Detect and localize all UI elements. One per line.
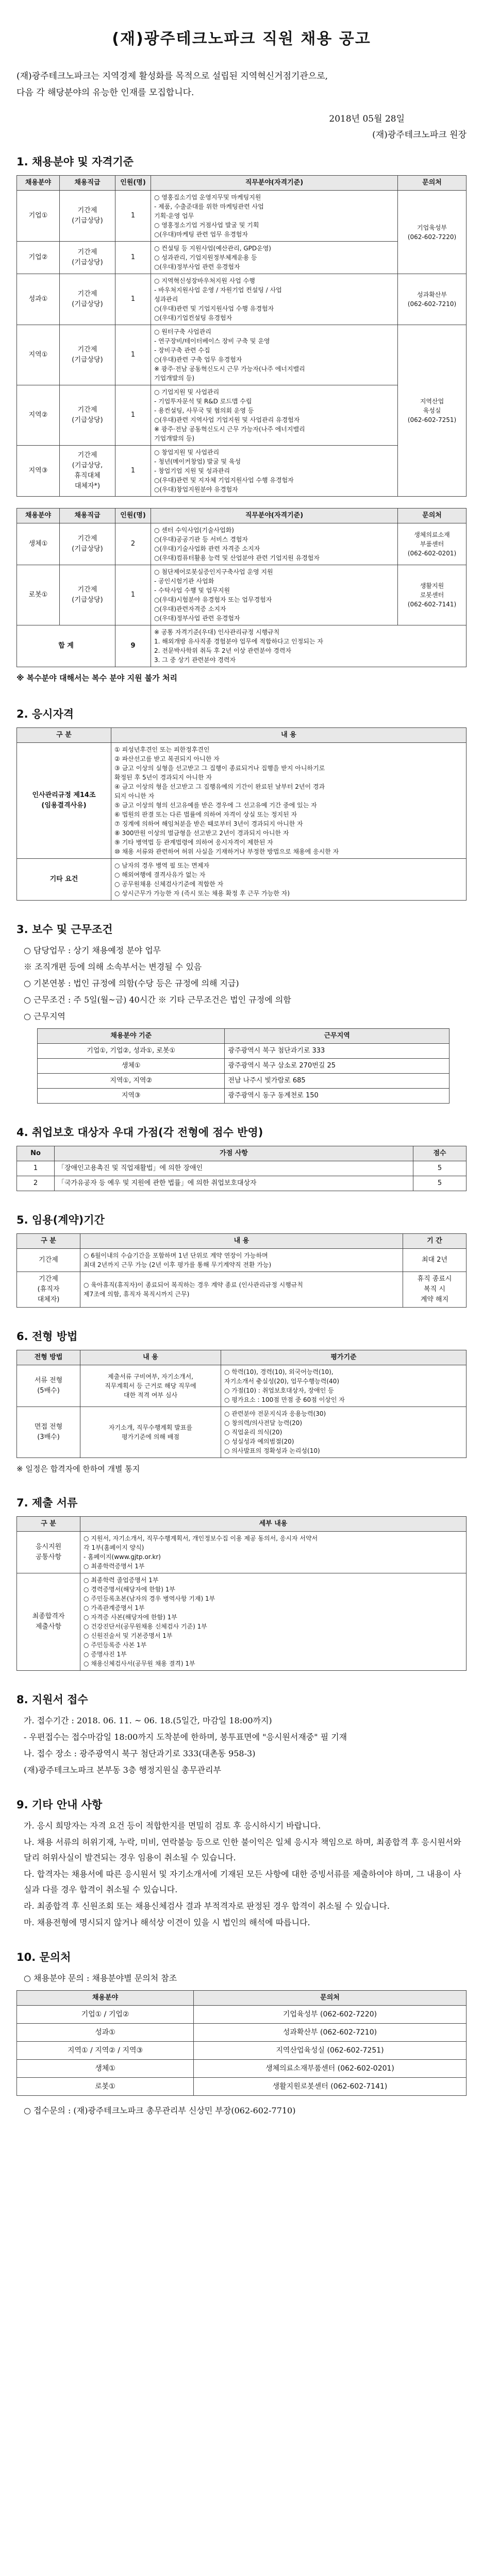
documents-kind: 응시지원 공통사항 bbox=[17, 1532, 80, 1573]
intro-line: 다음 각 해당분야의 유능한 인재를 모집합니다. bbox=[16, 88, 194, 98]
count-cell: 1 bbox=[115, 191, 151, 242]
document-item: ○ 최종학력 졸업증명서 1부 bbox=[84, 1577, 159, 1584]
document-item: ○ 채용신체검사서(공무원 채용 결격) 1부 bbox=[84, 1660, 195, 1667]
documents-items bbox=[80, 1532, 467, 1573]
col-kind: 구 분 bbox=[17, 1517, 80, 1532]
document-item: ○ 신원진술서 및 기본증명서 1부 bbox=[84, 1632, 173, 1639]
grade-cell: 기간제 (기급상당) bbox=[60, 385, 115, 446]
duty-line: - 바우처지원사업 운영 / 자원기업 컨설팅 / 사업 bbox=[154, 286, 282, 294]
duty-line: ○(우대)정부사업 관련 유경험자 bbox=[154, 615, 240, 622]
recruit-table-2-body bbox=[17, 523, 467, 625]
duty-line: ○ 컨설팅 등 지원사업(예산관리, GPD운영) bbox=[154, 245, 271, 252]
workplace-row bbox=[38, 1044, 449, 1059]
eligibility-label: 기타 요건 bbox=[17, 859, 111, 901]
eligibility-table bbox=[16, 727, 467, 901]
bonus-item: 「장애인고용촉진 및 직업재활법」에 의한 장애인 bbox=[55, 1161, 413, 1176]
term-length: 휴직 종료시 복직 시 계약 해지 bbox=[403, 1272, 467, 1308]
bonus-score: 5 bbox=[413, 1161, 467, 1176]
document-item: ○ 경력증명서(해당자에 한함) 1부 bbox=[84, 1586, 176, 1593]
recruit-row bbox=[17, 523, 467, 565]
eligibility-row bbox=[17, 859, 467, 901]
contact-row bbox=[17, 2060, 467, 2078]
document-item: ○ 가족관계증명서 1부 bbox=[84, 1604, 145, 1612]
bonus-body bbox=[17, 1161, 467, 1191]
table-header-row bbox=[17, 176, 467, 191]
eligibility-row bbox=[17, 743, 467, 859]
announcement-date bbox=[16, 111, 467, 124]
col-duties: 직무분야(자격기준) bbox=[151, 509, 398, 523]
duties-cell bbox=[151, 274, 398, 325]
schedule-note: ※ 일정은 합격자에 한하여 개별 통지 bbox=[16, 1464, 140, 1473]
grade-cell: 기간제 (기급상당) bbox=[60, 242, 115, 274]
receipt-line: (재)광주테크노파크 본부동 3층 행정지원실 총무관리부 bbox=[24, 1765, 222, 1775]
contact-lead: ○ 채용분야 문의 : 채용분야별 문의처 참조 bbox=[24, 1973, 177, 1983]
field-cell: 지역③ bbox=[17, 446, 60, 497]
duty-line: ○(우대)공공기관 등 서비스 경험자 bbox=[154, 536, 248, 543]
term-kind: 기간제 (휴직자 대체자) bbox=[17, 1272, 80, 1308]
duty-line: ※ 광주·전남 공동혁신도시 근무 가능자(나주 에너지밸리 bbox=[154, 365, 305, 372]
contact-row bbox=[17, 2042, 467, 2060]
bonus-row bbox=[17, 1161, 467, 1176]
grade-cell: 기간제 (기급상당) bbox=[60, 565, 115, 625]
col-score: 점수 bbox=[413, 1146, 467, 1161]
duties-cell bbox=[151, 242, 398, 274]
contact-row bbox=[17, 2024, 467, 2042]
screening-criteria bbox=[221, 1365, 467, 1407]
duty-line: ○(우대)관련 및 기업지원사업 수행 유경험자 bbox=[154, 305, 274, 312]
duty-line: 기획·운영 업무 bbox=[154, 212, 194, 219]
document-item: ○ 최종학력증명서 1부 bbox=[84, 1563, 145, 1570]
total-note-line: 1. 해외개방 유사직종 경험분야 업무에 적합하다고 인정되는 자 bbox=[154, 638, 323, 645]
duty-line: - 공인시험기관 사업화 bbox=[154, 578, 214, 585]
duties-cell bbox=[151, 325, 398, 385]
documents-row bbox=[17, 1573, 467, 1671]
eligibility-content bbox=[111, 859, 467, 901]
eligibility-item: ④ 금고 이상의 형을 선고받고 그 집행유예의 기간이 완료된 날부터 2년이 경과 bbox=[114, 783, 325, 790]
contact-info: 생활지원로봇센터 (062-602-7141) bbox=[194, 2078, 467, 2096]
duty-line: ○ 성과관리, 기업지원정부체계운용 등 bbox=[154, 254, 257, 261]
workplace-row bbox=[38, 1059, 449, 1074]
duty-line: ○(우대)관련 지역사업 기업지원 및 사업관리 유경험자 bbox=[154, 416, 300, 423]
eligibility-item: ① 피성년후견인 또는 피한정후견인 bbox=[114, 746, 210, 753]
duty-line: ○ 센터 수익사업(기술사업화) bbox=[154, 527, 234, 534]
term-desc-line: 최대 2년까지 근무 가능 (2년 이후 평가를 통해 무기계약직 전환 가능) bbox=[84, 1261, 272, 1268]
duty-line: - 수탁사업 수행 및 업무지원 bbox=[154, 587, 230, 594]
duty-line: - 장비구축 관련 수집 bbox=[154, 347, 210, 354]
condition-line: ※ 조직개편 등에 의해 소속부서는 변경될 수 있음 bbox=[24, 962, 202, 972]
duty-line: ○ 영홍집소기업 운영지무및 마케팅지원 bbox=[154, 194, 261, 201]
documents-items bbox=[80, 1573, 467, 1671]
count-cell: 1 bbox=[115, 242, 151, 274]
col-content: 내 용 bbox=[80, 1234, 403, 1249]
condition-line: ○ 담당업무 : 상기 채용예정 분야 업무 bbox=[24, 945, 161, 955]
issuer: (재)광주테크노파크 원장 bbox=[372, 130, 467, 140]
duties-cell bbox=[151, 523, 398, 565]
term-desc-line: ○ 6월이내의 수습기간을 포함하며 1년 단위로 계약 연장이 가능하며 bbox=[84, 1252, 268, 1259]
document-item: ○ 증명사진 1부 bbox=[84, 1651, 127, 1658]
document-title: (재)광주테크노파크 직원 채용 공고 bbox=[112, 30, 371, 48]
total-count: 9 bbox=[115, 625, 151, 667]
field-cell: 지역① bbox=[17, 325, 60, 385]
document-item: ○ 주민등록초본(남자의 경우 병역사항 기재) 1부 bbox=[84, 1595, 215, 1602]
col-item: 가점 사항 bbox=[55, 1146, 413, 1161]
col-kind: 구 분 bbox=[17, 1234, 80, 1249]
recruit-row bbox=[17, 191, 467, 242]
section-9-title: 9. 기타 안내 사항 bbox=[16, 1799, 103, 1811]
duty-line: ※ 광주·전남 공동혁신도시 근무 가능자(나주 에너지밸리 bbox=[154, 426, 305, 433]
document-item: - 홈페이지(www.gjtp.or.kr) bbox=[84, 1553, 161, 1561]
condition-line: ○ 근무조건 : 주 5일(월~금) 40시간 ※ 기타 근무조건은 법인 규정에 의함 bbox=[24, 995, 291, 1005]
eligibility-content bbox=[111, 743, 467, 859]
bonus-score: 5 bbox=[413, 1176, 467, 1191]
duty-line: ○(우대)관련 및 지자체 기업지원사업 수행 유경험자 bbox=[154, 477, 294, 484]
criteria-line: ○ 성실성과 예의범절(20) bbox=[224, 1438, 294, 1445]
pay-conditions bbox=[16, 943, 467, 1024]
bonus-no: 1 bbox=[17, 1161, 55, 1176]
condition-line: ○ 기본연봉 : 법인 규정에 의함(수당 등은 규정에 의해 지급) bbox=[24, 978, 239, 988]
contact-info: 기업육성부 (062-602-7220) bbox=[194, 2006, 467, 2024]
duplicate-apply-note: ※ 복수분야 대해서는 복수 분야 지원 불가 처리 bbox=[16, 673, 177, 683]
contact-body bbox=[17, 2006, 467, 2096]
duty-line: ○(우대)시험분야 유경험자 또는 업무경험자 bbox=[154, 596, 272, 603]
recruit-row bbox=[17, 565, 467, 625]
term-desc bbox=[80, 1249, 403, 1272]
criteria-line: ○ 가점(10) : 취업보호대상자, 장애인 등 bbox=[224, 1387, 334, 1394]
term-desc bbox=[80, 1272, 403, 1308]
duty-line: 기업개발의 등) bbox=[154, 375, 195, 382]
receipt-line: - 우편접수는 접수마감일 18:00까지 도착분에 한하며, 봉투표면에 "응시원서재중" 필 기재 bbox=[24, 1732, 347, 1742]
total-note-line: 2. 전문박사학위 취득 후 2년 이상 관련분야 경력자 bbox=[154, 647, 292, 654]
documents-body bbox=[17, 1532, 467, 1671]
document-item: ○ 건강진단서(공무원채용 신체검사 기준) 1부 bbox=[84, 1623, 207, 1630]
screening-desc: 자기소개, 직무수행계획 발표를 평가기준에 의해 배점 bbox=[80, 1407, 221, 1458]
receipt-line: 가. 접수기간 : 2018. 06. 11. ~ 06. 18.(5일간, 마감일 18:00까지) bbox=[24, 1716, 272, 1725]
criteria-line: ○ 관련분야 전문지식과 응용능력(30) bbox=[224, 1410, 326, 1417]
screening-desc: 제출서류 구비여부, 자기소개서, 직무계획서 등 근거로 해당 직무에 대한 적격 여부 심사 bbox=[80, 1365, 221, 1407]
notice-line: 다. 합격자는 채용서에 따른 응시원서 및 자기소개서에 기재된 모든 사항에 대한 증빙서류를 제출하여야 하며, 그 내용이 사실과 다를 경우 합격이 취소될 수 있습니다. bbox=[24, 1869, 461, 1894]
notice-line: 가. 응시 희망자는 자격 요건 등이 적합한지를 면밀히 검토 후 응시하시기 바랍니다. bbox=[24, 1821, 321, 1831]
col-count: 인원(명) bbox=[115, 509, 151, 523]
workplace-place: 광주광역시 북구 삼소로 270번길 25 bbox=[225, 1059, 449, 1074]
recruit-table-2 bbox=[16, 508, 467, 667]
screening-row bbox=[17, 1365, 467, 1407]
count-cell: 1 bbox=[115, 565, 151, 625]
workplace-field: 생체① bbox=[38, 1059, 225, 1074]
bonus-item: 「국가유공자 등 예우 및 지원에 관한 법률」에 의한 취업보호대상자 bbox=[55, 1176, 413, 1191]
eligibility-item: ③ 금고 이상의 실형을 선고받고 그 집행이 종료되거나 집행을 받지 아니하기로 bbox=[114, 765, 325, 772]
table-header-row bbox=[17, 1350, 467, 1365]
count-cell: 2 bbox=[115, 523, 151, 565]
contact-cell: 생활지원 로봇센터 (062-602-7141) bbox=[398, 565, 467, 625]
screening-criteria bbox=[221, 1407, 467, 1458]
workplace-place: 광주광역시 동구 동계천로 150 bbox=[225, 1089, 449, 1104]
duty-line: ○ 첨단제어로봇실증인지구축사업 운영 지원 bbox=[154, 568, 273, 575]
col-grade: 채용직급 bbox=[60, 509, 115, 523]
section-3-title: 3. 보수 및 근무조건 bbox=[16, 923, 113, 936]
term-kind: 기간제 bbox=[17, 1249, 80, 1272]
grade-cell: 기간제 (기급상당) bbox=[60, 523, 115, 565]
date-year: 2018년 bbox=[329, 114, 360, 124]
document-item: ○ 주민등록증 사본 1부 bbox=[84, 1641, 147, 1649]
duty-line: ○(우대)마케팅 관련 업무 유경험자 bbox=[154, 231, 248, 238]
screening-method: 서류 전형 (5배수) bbox=[17, 1365, 80, 1407]
other-notices bbox=[16, 1818, 467, 1930]
count-cell: 1 bbox=[115, 446, 151, 497]
intro-line: (재)광주테크노파크는 지역경제 활성화를 목적으로 설립된 지역혁신거점기관으로, bbox=[16, 71, 328, 81]
term-row bbox=[17, 1249, 467, 1272]
field-cell: 기업① bbox=[17, 191, 60, 242]
duties-cell bbox=[151, 446, 398, 497]
criteria-line: ○ 학력(10), 경력(10), 외국어능력(10), bbox=[224, 1368, 334, 1376]
bonus-no: 2 bbox=[17, 1176, 55, 1191]
col-field: 채용분야 bbox=[17, 509, 60, 523]
col-content: 세부 내용 bbox=[80, 1517, 467, 1532]
col-content: 내 용 bbox=[80, 1350, 221, 1365]
eligibility-item: ⑧ 300만원 이상의 벌금형을 선고받고 2년이 경과되지 아니한 자 bbox=[114, 829, 289, 837]
duty-line: ○ 원터구축 사업관리 bbox=[154, 328, 211, 335]
col-place: 근무지역 bbox=[225, 1029, 449, 1044]
term-length: 최대 2년 bbox=[403, 1249, 467, 1272]
field-cell: 생체① bbox=[17, 523, 60, 565]
col-method: 전형 방법 bbox=[17, 1350, 80, 1365]
duty-line: ○ 지역혁신성장바우처지원 사업 수행 bbox=[154, 277, 255, 284]
screening-table bbox=[16, 1350, 467, 1458]
section-6-title: 6. 전형 방법 bbox=[16, 1330, 78, 1343]
contact-cell: 지역산업 육성실 (062-602-7251) bbox=[398, 325, 467, 497]
total-note-line: ※ 공통 자격기준(우대) 인사관리규정 시행규칙 bbox=[154, 629, 280, 636]
criteria-line: ○ 창의력/의사전달 능력(20) bbox=[224, 1419, 303, 1427]
contact-row bbox=[17, 2006, 467, 2024]
col-kind: 구 분 bbox=[17, 728, 111, 743]
documents-kind: 최종합격자 제출사항 bbox=[17, 1573, 80, 1671]
total-note-line: 3. 그 중 상기 관련분야 경력자 bbox=[154, 656, 236, 664]
table-header-row bbox=[17, 728, 467, 743]
contact-info: 지역산업육성실 (062-602-7251) bbox=[194, 2042, 467, 2060]
documents-table bbox=[16, 1516, 467, 1671]
eligibility-item: ○ 해외여행에 결격사유가 없는 자 bbox=[114, 871, 206, 878]
eligibility-item: 확정된 후 5년이 경과되지 아니한 자 bbox=[114, 774, 212, 781]
duties-cell bbox=[151, 565, 398, 625]
notice-line: 라. 최종합격 후 신원조회 또는 채용신체검사 결과 부적격자로 판정된 경우 합격이 취소될 수 있습니다. bbox=[24, 1901, 390, 1911]
section-8-title: 8. 지원서 접수 bbox=[16, 1693, 88, 1706]
section-1-title: 1. 채용분야 및 자격기준 bbox=[16, 156, 134, 168]
term-desc-line: 제7조에 의함, 휴직자 복직시까지 근무) bbox=[84, 1291, 190, 1298]
contact-cell: 기업육성부 (062-602-7220) bbox=[398, 191, 467, 274]
criteria-line: ○ 평가요소 : 100점 만점 중 60점 이상인 자 bbox=[224, 1396, 345, 1403]
workplace-place: 전남 나주시 빛가람로 685 bbox=[225, 1074, 449, 1089]
recruit-row bbox=[17, 325, 467, 385]
eligibility-item: ⑦ 징계에 의하여 해임처분을 받은 때로부터 3년이 경과되지 아니한 자 bbox=[114, 820, 303, 827]
grade-cell: 기간제 (기급상당) bbox=[60, 274, 115, 325]
duty-line: - 제품, 수출준대를 위한 마케팅관련 사업 bbox=[154, 203, 264, 210]
screening-row bbox=[17, 1407, 467, 1458]
duty-line: ○ 영홍정소기업 거점사업 발굴 및 기획 bbox=[154, 222, 259, 229]
field-cell: 로봇① bbox=[17, 565, 60, 625]
application-receipt bbox=[16, 1713, 467, 1778]
criteria-line: ○ 의사발표의 정확성과 논리성(10) bbox=[224, 1447, 320, 1454]
col-contact: 문의처 bbox=[398, 176, 467, 191]
term-table bbox=[16, 1233, 467, 1308]
receipt-line: 나. 접수 장소 : 광주광역시 북구 첨단과기로 333(대촌동 958-3) bbox=[24, 1749, 256, 1758]
duty-line: ○(우대)관련 구축 업무 유경험자 bbox=[154, 356, 242, 363]
col-content: 내 용 bbox=[111, 728, 467, 743]
contact-field: 지역① / 지역② / 지역③ bbox=[17, 2042, 194, 2060]
contact-cell: 성과확산부 (062-602-7210) bbox=[398, 274, 467, 325]
col-duties: 직무분야(자격기준) bbox=[151, 176, 398, 191]
notice-line: 나. 채용 서류의 허위기재, 누락, 미비, 연락불능 등으로 인한 불이익은 일체 응시자 책임으로 하며, 최종합격 후 응시원서와 달리 허위사실이 발견되는 경우 임용이 취소될 수 있습니다. bbox=[24, 1837, 461, 1862]
duty-line: - 청년(메이커창업) 발굴 및 육성 bbox=[154, 458, 241, 465]
duty-line: ○(우대)창업지원분야 유경험자 bbox=[154, 486, 238, 493]
section-10-title: 10. 문의처 bbox=[16, 1951, 71, 1963]
table-header-row bbox=[17, 1234, 467, 1249]
section-2-title: 2. 응시자격 bbox=[16, 708, 74, 720]
duty-line: - 기업투자문석 및 R&D 로드맵 수립 bbox=[154, 398, 252, 405]
workplace-row bbox=[38, 1089, 449, 1104]
recruit-row bbox=[17, 274, 467, 325]
col-grade: 채용직급 bbox=[60, 176, 115, 191]
count-cell: 1 bbox=[115, 325, 151, 385]
date-month: 05월 bbox=[362, 114, 382, 124]
section-7-title: 7. 제출 서류 bbox=[16, 1497, 78, 1509]
criteria-line: ○ 직업윤리 의식(20) bbox=[224, 1429, 282, 1436]
workplace-field: 지역③ bbox=[38, 1089, 225, 1104]
document-item: ○ 자격증 사본(해당자에 한함) 1부 bbox=[84, 1614, 177, 1621]
field-cell: 성과① bbox=[17, 274, 60, 325]
duty-line: ○ 창업지원 및 사업관리 bbox=[154, 449, 220, 456]
total-row bbox=[17, 625, 467, 667]
table-header-row bbox=[17, 1991, 467, 2006]
workplace-table bbox=[37, 1028, 449, 1104]
col-criteria: 평가기준 bbox=[221, 1350, 467, 1365]
duty-line: 성과관리 bbox=[154, 296, 178, 303]
contact-cell: 생체의료소재 부품센터 (062-602-0201) bbox=[398, 523, 467, 565]
count-cell: 1 bbox=[115, 385, 151, 446]
term-row bbox=[17, 1272, 467, 1308]
notice-line: 마. 채용전형에 명시되지 않거나 해석상 이견이 있을 시 법인의 해석에 따릅니다. bbox=[24, 1918, 310, 1927]
contact-field: 생체① bbox=[17, 2060, 194, 2078]
duty-line: 기업개발의 등) bbox=[154, 435, 195, 442]
total-label: 합 계 bbox=[17, 625, 115, 667]
recruit-table-1 bbox=[16, 175, 467, 497]
document-item: 각 1부(홈페이지 양식) bbox=[84, 1544, 144, 1551]
eligibility-label: 인사관리규정 제14조 (임용결격사유) bbox=[17, 743, 111, 859]
duty-line: ○(우대)컴퓨터활용 능력 및 산업분야 관련 기업지원 유경험자 bbox=[154, 554, 320, 562]
eligibility-item: ○ 공무원채용 신체검사기준에 적합한 자 bbox=[114, 880, 224, 888]
workplace-body bbox=[38, 1044, 449, 1104]
contact-field: 로봇① bbox=[17, 2078, 194, 2096]
duties-cell bbox=[151, 385, 398, 446]
bonus-row bbox=[17, 1176, 467, 1191]
intro-paragraph bbox=[16, 68, 467, 101]
duty-line: - 용컨설팅, 사무국 및 협의회 운영 등 bbox=[154, 407, 254, 414]
section-5-title: 5. 임용(계약)기간 bbox=[16, 1214, 105, 1226]
workplace-place: 광주광역시 북구 첨단과기로 333 bbox=[225, 1044, 449, 1059]
document-item: ○ 지원서, 자기소개서, 직무수행계획서, 개인정보수집 이용 제공 동의서, 응시자 서약서 bbox=[84, 1535, 318, 1542]
duty-line: ○ 기업지원 및 사업관리 bbox=[154, 388, 220, 396]
table-header-row bbox=[17, 1146, 467, 1161]
eligibility-item: ② 파산선고를 받고 복권되지 아니한 자 bbox=[114, 755, 220, 762]
workplace-field: 지역①, 지역② bbox=[38, 1074, 225, 1089]
term-body bbox=[17, 1249, 467, 1308]
documents-row bbox=[17, 1532, 467, 1573]
duty-line: - 연구장비/테이터베이스 장비 구축 및 운영 bbox=[154, 337, 270, 345]
receipt-contact: ○ 접수문의 : (재)광주테크노파크 총무관리부 신상민 부장(062-602-7710) bbox=[24, 2106, 296, 2115]
duty-line: ○(우대)관련자격증 소지자 bbox=[154, 605, 226, 613]
term-desc-line: ○ 육아휴직(휴직자)이 종료되어 복직하는 경우 계약 종료 (인사관리규정 시행규칙 bbox=[84, 1281, 303, 1289]
duties-cell bbox=[151, 191, 398, 242]
col-contact: 문의처 bbox=[194, 1991, 467, 2006]
eligibility-body bbox=[17, 743, 467, 901]
workplace-row bbox=[38, 1074, 449, 1089]
grade-cell: 기간제 (기급상당) bbox=[60, 325, 115, 385]
grade-cell: 기간제 (기급상당, 휴직대체 대체자*) bbox=[60, 446, 115, 497]
contact-info: 성과확산부 (062-602-7210) bbox=[194, 2024, 467, 2042]
grade-cell: 기간제 (기급상당) bbox=[60, 191, 115, 242]
criteria-line: 자기소개서 충실성(20), 업무수행능력(40) bbox=[224, 1378, 339, 1385]
col-field: 채용분야 기준 bbox=[38, 1029, 225, 1044]
workplace-field: 기업①, 기업②, 성과①, 로봇① bbox=[38, 1044, 225, 1059]
duty-line: - 창업기업 지원 및 성과관리 bbox=[154, 467, 230, 474]
total-notes bbox=[151, 625, 467, 667]
col-count: 인원(명) bbox=[115, 176, 151, 191]
count-cell: 1 bbox=[115, 274, 151, 325]
col-field: 채용분야 bbox=[17, 176, 60, 191]
duty-line: ○(우대)기업컨설팅 유경험자 bbox=[154, 314, 232, 321]
contact-info: 생체의료소재부품센터 (062-602-0201) bbox=[194, 2060, 467, 2078]
bonus-table bbox=[16, 1146, 467, 1191]
eligibility-item: ⑩ 채용 서류와 관련하여 허위 사실을 기재하거나 부정한 방법으로 채용에 응시한 자 bbox=[114, 848, 339, 855]
eligibility-item: ⑨ 기타 병역법 등 관계법령에 의하여 응시자격이 제한된 자 bbox=[114, 839, 273, 846]
recruit-table-1-body bbox=[17, 191, 467, 497]
eligibility-item: 되지 아니한 자 bbox=[114, 792, 155, 800]
contact-field: 기업① / 기업② bbox=[17, 2006, 194, 2024]
contact-row bbox=[17, 2078, 467, 2096]
col-no: No bbox=[17, 1146, 55, 1161]
section-4-title: 4. 취업보호 대상자 우대 가점(각 전형에 점수 반영) bbox=[16, 1126, 263, 1139]
contact-field: 성과① bbox=[17, 2024, 194, 2042]
screening-body bbox=[17, 1365, 467, 1458]
screening-method: 면접 전형 (3배수) bbox=[17, 1407, 80, 1458]
table-header-row bbox=[17, 1517, 467, 1532]
date-day: 28일 bbox=[385, 114, 405, 124]
condition-line: ○ 근무지역 bbox=[24, 1011, 65, 1021]
table-header-row bbox=[38, 1029, 449, 1044]
field-cell: 지역② bbox=[17, 385, 60, 446]
eligibility-item: ⑥ 법원의 판결 또는 다른 법률에 의하여 자격이 상실 또는 정지된 자 bbox=[114, 811, 297, 818]
eligibility-item: ⑤ 금고 이상의 형의 선고유예를 받은 경우에 그 선고유예 기간 중에 있는 자 bbox=[114, 802, 317, 809]
eligibility-item: ○ 남자의 경우 병역 필 또는 면제자 bbox=[114, 862, 210, 869]
col-term: 기 간 bbox=[403, 1234, 467, 1249]
contact-table bbox=[16, 1990, 467, 2096]
col-contact: 문의처 bbox=[398, 509, 467, 523]
duty-line: ○(우대)기술사업화 관련 자격증 소지자 bbox=[154, 545, 260, 552]
field-cell: 기업② bbox=[17, 242, 60, 274]
col-field: 채용분야 bbox=[17, 1991, 194, 2006]
table-header-row bbox=[17, 509, 467, 523]
duty-line: ○(우대)정부사업 관련 유경험자 bbox=[154, 263, 240, 270]
eligibility-item: ○ 상시근무가 가능한 자 (즉시 또는 채용 확정 후 근무 가능한 자) bbox=[114, 890, 290, 897]
